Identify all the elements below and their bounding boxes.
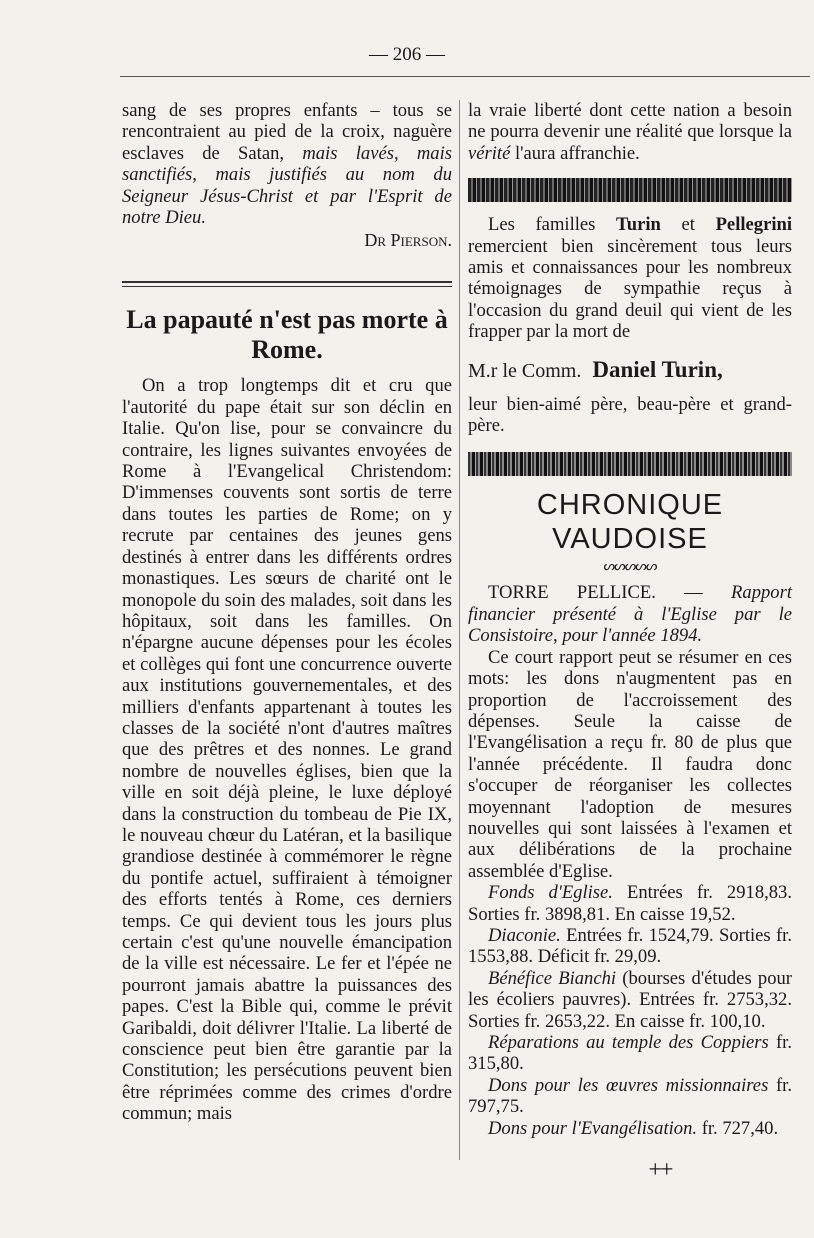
reparations-line xyxy=(468,1032,792,1075)
missions-label: Dons pour les œuvres missionnaires xyxy=(488,1074,769,1096)
column-divider xyxy=(459,100,460,1160)
ornamental-bar xyxy=(468,178,792,202)
family-notice xyxy=(468,214,792,342)
deceased-name-line xyxy=(468,355,792,386)
missions-line xyxy=(468,1075,792,1118)
torre-heading xyxy=(468,582,792,646)
ornamental-bar-2 xyxy=(468,452,792,476)
reparations-label: Réparations au temple des Coppiers xyxy=(488,1032,769,1053)
ornament: ᔕᔕᔕᔕᔕ xyxy=(603,558,657,574)
section-rule xyxy=(122,281,452,287)
evangelisation-line xyxy=(468,1118,792,1139)
fonds-values: Entrées fr. 2918,83. Sorties fr. 3898,81. En caisse 19,52. xyxy=(468,882,793,925)
name-prefix: M.r le Comm. xyxy=(468,359,582,382)
signature: Dr Pierson. xyxy=(364,230,452,251)
relation-text: leur bien-aimé père, beau-père et grand-père. xyxy=(468,393,792,437)
closing-text-italic: mais lavés, mais sanctifiés, mais justifiés au nom du Seigneur Jésus-Christ et par l'Esprit de notre Dieu. xyxy=(122,142,452,229)
fonds-line xyxy=(468,882,792,925)
benefice-values: (bourses d'études pour les écoliers pauvres). Entrées fr. 2753,32. Sorties fr. 2653,22. En caisse fr. 100,10. xyxy=(468,967,792,1032)
evangelisation-value: fr. 727,40. xyxy=(701,1117,779,1139)
header-rule xyxy=(120,76,810,77)
diaconie-values: Entrées fr. 1524,79. Sorties fr. 1553,88. Déficit fr. 29,09. xyxy=(468,924,792,968)
continuation-italic: vérité xyxy=(468,142,511,164)
benefice-line xyxy=(468,968,792,1032)
closing-cross: ++ xyxy=(648,1157,672,1184)
left-column xyxy=(122,100,452,1125)
families-intro: Les familles xyxy=(488,214,596,236)
article-title: La papauté n'est pas morte à Rome. xyxy=(126,305,448,365)
closing-paragraph xyxy=(122,100,452,228)
diaconie-label: Diaconie. xyxy=(488,924,561,946)
family-name-turin: Turin xyxy=(616,214,661,236)
right-column xyxy=(468,100,792,1184)
diaconie-line xyxy=(468,925,792,968)
closing-text: sang de ses propres enfants – tous se rencontraient au pied de la croix, naguère esclaves de Satan, xyxy=(122,100,452,164)
torre-report: Rapport financier présenté à l'Eglise par le Consistoire, pour l'année 1894. xyxy=(468,582,792,647)
torre-place: TORRE PELLICE. — xyxy=(488,582,703,604)
family-name-pellegrini: Pellegrini xyxy=(715,214,792,236)
deceased-name: Daniel Turin, xyxy=(592,356,723,382)
fonds-label: Fonds d'Eglise. xyxy=(488,882,613,904)
families-text: remercient bien sincèrement tous leurs amis et connaissances pour les nombreux témoignages de sympathie reçus à l'occasion du grand deuil qui vient de les frapper par la mort de xyxy=(468,235,792,343)
page-number: — 206 — xyxy=(369,44,445,65)
families-and: et xyxy=(681,214,695,236)
article-body: On a trop longtemps dit et cru que l'autorité du pape était sur son déclin en Italie. Qu'on lise, pour se convaincre du contraire, les lignes suivantes envoyées de Rome à l'Evangelical Christendom: D'immenses couvents sont sortis de terre dans toutes les parties de Rome; on y recrute par centaines des jeunes gens destinés à entrer dans les différents ordres monastiques. Les sœurs de charité ont le monopole du soin des malades, soit dans les hôpitaux, soit dans les familles. On n'épargne aucune dépenses pour les écoles et collèges qui font une concurrence ouverte aux institutions gouvernementales, et des milliers d'enfants appartenant à toutes les classes de la société n'ont d'autres maîtres que des prêtres et des nonnes. Le grand nombre de nouvelles églises, bien que la ville en soit déjà pleine, le luxe déployé dans la construction du tombeau de Pie IX, le nouveau chœur du Latéran, et la basilique grandiose destinée à commémorer le règne du pontife actuel, suffiraient à témoigner des efforts tentés à Rome, ces derniers temps. Ce qui devient tous les jours plus certain c'est qu'une nouvelle émancipation de la ville est nécessaire. Le fer et l'épée ne pourront jamais abattre la puissances des papes. C'est la Bible qui, comme le prévit Garibaldi, doit délivrer l'Italie. La liberté de conscience peut bien être garantie par la Constitution; les persécutions peuvent bien être réprimées comme des crimes d'ordre commun; mais xyxy=(122,375,452,1125)
continuation-text: la vraie liberté dont cette nation a besoin ne pourra devenir une réalité que lorsque la xyxy=(468,100,792,143)
section-heading: CHRONIQUE VAUDOISE xyxy=(536,489,724,556)
continuation-end: l'aura affranchie. xyxy=(514,142,640,164)
continuation-paragraph xyxy=(468,100,792,164)
reparations-value: fr. 315,80. xyxy=(468,1032,792,1075)
benefice-label: Bénéfice Bianchi xyxy=(488,967,617,989)
report-summary: Ce court rapport peut se résumer en ces mots: les dons n'augmentent pas en proportion de l'accroissement des dépenses. Seule la caisse de l'Evangélisation a reçu fr. 80 de plus que l'année précédente. Il faudra donc s'occuper de réorganiser les collectes moyennant l'adoption de mesures nouvelles qui sont laissées à l'examen et aux délibérations de la prochaine assemblée d'Eglise. xyxy=(468,646,792,882)
missions-value: fr. 797,75. xyxy=(468,1074,792,1118)
evangelisation-label: Dons pour l'Evangélisation. xyxy=(488,1117,698,1139)
